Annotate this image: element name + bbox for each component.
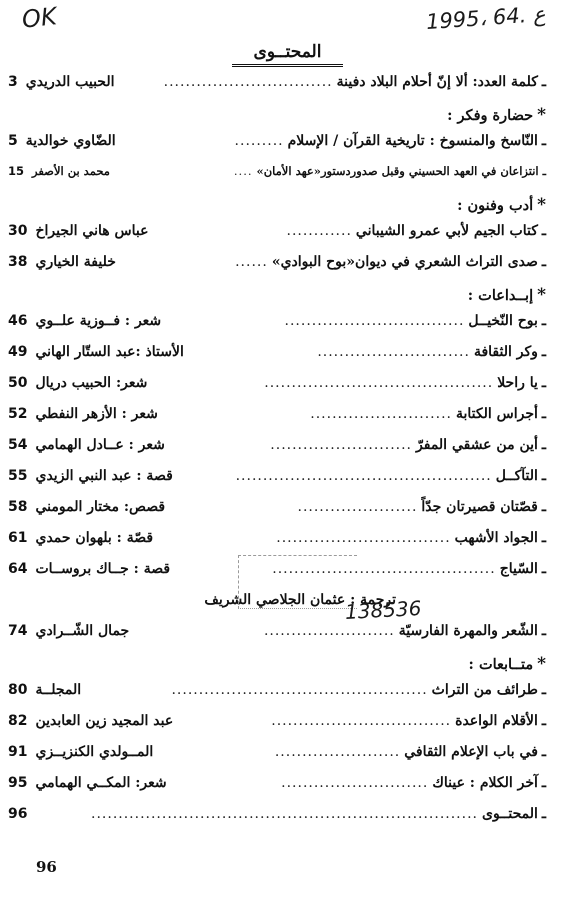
toc-row	[8, 344, 546, 375]
entry-title: في باب الإعلام الثقافي	[404, 744, 538, 760]
leader-dots: ............................	[317, 344, 470, 360]
entry-title: يا راحلا	[497, 375, 538, 391]
row-dash: ـ	[541, 254, 546, 270]
leader-dots: .................................	[271, 713, 452, 729]
toc-row	[8, 375, 546, 406]
entry-title: وكر الثقافة	[473, 344, 538, 360]
leader-dots: ...............................................	[171, 682, 428, 698]
entry-page: 58	[8, 499, 28, 515]
entry-title: التآكــل	[495, 468, 538, 484]
handwritten-ok-mark: OK	[20, 2, 59, 34]
entry-page: 96	[8, 806, 28, 822]
row-dash: ـ	[541, 530, 546, 546]
leader-dots: ..........................................	[264, 375, 494, 391]
entry-author: جمال الشّــرادي	[35, 623, 130, 639]
entry-page: 61	[8, 530, 28, 546]
entry-page: 3	[8, 74, 18, 90]
toc-row	[8, 713, 546, 744]
toc-row	[8, 623, 546, 654]
entry-title: آخر الكلام : عيناك	[432, 775, 538, 791]
leader-dots: .........	[234, 133, 284, 149]
entry-page: 54	[8, 437, 28, 453]
entry-author: قصّة : بلهوان حمدي	[35, 530, 154, 546]
leader-dots: ................................	[276, 530, 451, 546]
entry-title: كتاب الجيم لأبي عمرو الشيباني	[355, 223, 538, 239]
entry-page: 82	[8, 713, 28, 729]
leader-dots: ....	[233, 164, 253, 178]
entry-page: 38	[8, 254, 28, 270]
leader-dots: ...............................	[163, 74, 333, 90]
stamp-box	[238, 555, 357, 609]
entry-author: قصة : جــاك بروســات	[35, 561, 171, 577]
leader-dots: .................................	[284, 313, 465, 329]
section-star: *	[537, 285, 546, 305]
entry-page: 64	[8, 561, 28, 577]
table-of-contents	[8, 74, 546, 837]
toc-section-heading	[8, 654, 546, 682]
section-title: أدب وفنون :	[457, 197, 534, 214]
entry-title: بوح النّخيــل	[468, 313, 538, 329]
row-dash: ـ	[541, 775, 546, 791]
entry-title: صدى التراث الشعري في ديوان«بوح البوادي»	[271, 254, 538, 270]
entry-title: الأقلام الواعدة	[455, 713, 538, 729]
entry-title: انتزاعان في العهد الحسيني وقبل صدوردستور«عهد الأمان»	[256, 164, 539, 178]
entry-page: 91	[8, 744, 28, 760]
entry-page: 46	[8, 313, 28, 329]
section-star: *	[537, 654, 546, 674]
row-dash: ـ	[541, 713, 546, 729]
leader-dots: ............	[286, 223, 352, 239]
entry-title: كلمة العدد: ألا إنّ أحلام البلاد دفينة	[336, 74, 538, 90]
entry-title: أجراس الكتابة	[455, 406, 538, 422]
leader-dots: .......................	[274, 744, 401, 760]
entry-author: شعر: المكــي الهمامي	[35, 775, 167, 791]
row-dash: ـ	[542, 164, 546, 178]
entry-page: 52	[8, 406, 28, 422]
entry-title: الشّعر والمهرة الفارسيّة	[398, 623, 538, 639]
toc-row	[8, 164, 546, 195]
entry-author: الضّاوي خوالدية	[25, 133, 116, 149]
entry-title: السّياج	[499, 561, 538, 577]
entry-author: الأستاذ :عبد الستّار الهاني	[35, 344, 184, 360]
entry-page: 50	[8, 375, 28, 391]
row-dash: ـ	[541, 74, 546, 90]
entry-page: 55	[8, 468, 28, 484]
toc-section-heading	[8, 105, 546, 133]
entry-author: المــولدي الكنزيــزي	[35, 744, 154, 760]
entry-author: شعر : عــادل الهمامي	[35, 437, 165, 453]
entry-page: 80	[8, 682, 28, 698]
entry-author: خليفة الخياري	[35, 254, 116, 270]
handwritten-reference: 1995، 64. ع	[424, 1, 546, 35]
row-dash: ـ	[541, 133, 546, 149]
toc-row	[8, 223, 546, 254]
entry-author: قصة : عبد النبي الزيدي	[35, 468, 173, 484]
toc-row	[8, 499, 546, 530]
leader-dots: .........................................	[272, 561, 496, 577]
leader-dots: ........................	[263, 623, 395, 639]
leader-dots: ...............................................	[235, 468, 492, 484]
toc-row	[8, 806, 546, 837]
row-dash: ـ	[541, 561, 546, 577]
leader-dots: ..........................	[310, 406, 452, 422]
leader-dots: ......................	[297, 499, 418, 515]
row-dash: ـ	[541, 744, 546, 760]
row-dash: ـ	[541, 499, 546, 515]
row-dash: ـ	[541, 806, 546, 822]
entry-author: عباس هاني الجيراخ	[35, 223, 149, 239]
row-dash: ـ	[541, 468, 546, 484]
entry-title: المحتــوى	[481, 806, 538, 822]
toc-section-heading	[8, 195, 546, 223]
leader-dots: ..........................	[270, 437, 413, 453]
row-dash: ـ	[541, 623, 546, 639]
toc-row	[8, 74, 546, 105]
entry-page: 95	[8, 775, 28, 791]
entry-author: شعر : فــوزية علــوي	[35, 313, 162, 329]
row-dash: ـ	[541, 223, 546, 239]
entry-title: قصّتان قصيرتان جدّاً	[421, 499, 538, 515]
toc-row	[8, 437, 546, 468]
row-dash: ـ	[541, 682, 546, 698]
entry-page: 74	[8, 623, 28, 639]
toc-row	[8, 775, 546, 806]
toc-row	[8, 744, 546, 775]
toc-section-heading	[8, 285, 546, 313]
entry-author: المجلــة	[35, 682, 82, 698]
handwritten-stamp-number: 138536	[344, 596, 422, 624]
row-dash: ـ	[541, 313, 546, 329]
entry-title: الجواد الأشهب	[454, 530, 538, 546]
toc-row	[8, 133, 546, 164]
row-dash: ـ	[541, 406, 546, 422]
section-title: إبــداعات :	[467, 287, 534, 304]
toc-row	[8, 406, 546, 437]
entry-author: قصص: مختار المومني	[35, 499, 166, 515]
toc-row	[8, 254, 546, 285]
row-dash: ـ	[541, 344, 546, 360]
entry-author: عبد المجيد زين العابدين	[35, 713, 174, 729]
toc-row	[8, 468, 546, 499]
section-title: متــابعات :	[468, 656, 534, 673]
leader-dots: ......	[235, 254, 268, 270]
section-title: حضارة وفكر :	[447, 107, 534, 124]
page-number: 96	[36, 858, 57, 876]
page-title: المحتــوى	[0, 42, 575, 62]
leader-dots: ...........................	[281, 775, 429, 791]
entry-page: 5	[8, 133, 18, 149]
entry-author: محمد بن الأصفر	[32, 164, 110, 178]
entry-title: طرائف من التراث	[431, 682, 538, 698]
row-dash: ـ	[541, 437, 546, 453]
entry-page: 15	[8, 164, 25, 178]
row-dash: ـ	[541, 375, 546, 391]
toc-row	[8, 313, 546, 344]
entry-author: شعر: الحبيب دريال	[35, 375, 148, 391]
entry-title: أين من عشقي المفرّ	[416, 437, 538, 453]
section-star: *	[537, 195, 546, 215]
translator-text: ترجمة : عثمان الجلاصي الشريف	[204, 592, 396, 608]
entry-author: شعر : الأزهر النفطي	[35, 406, 158, 422]
entry-page: 49	[8, 344, 28, 360]
entry-page: 30	[8, 223, 28, 239]
entry-author: الحبيب الدريدي	[25, 74, 115, 90]
entry-title: النّاسخ والمنسوخ : تاريخية القرآن / الإسلام	[287, 133, 538, 149]
toc-row	[8, 682, 546, 713]
leader-dots: .......................................................................	[91, 806, 478, 822]
section-star: *	[537, 105, 546, 125]
